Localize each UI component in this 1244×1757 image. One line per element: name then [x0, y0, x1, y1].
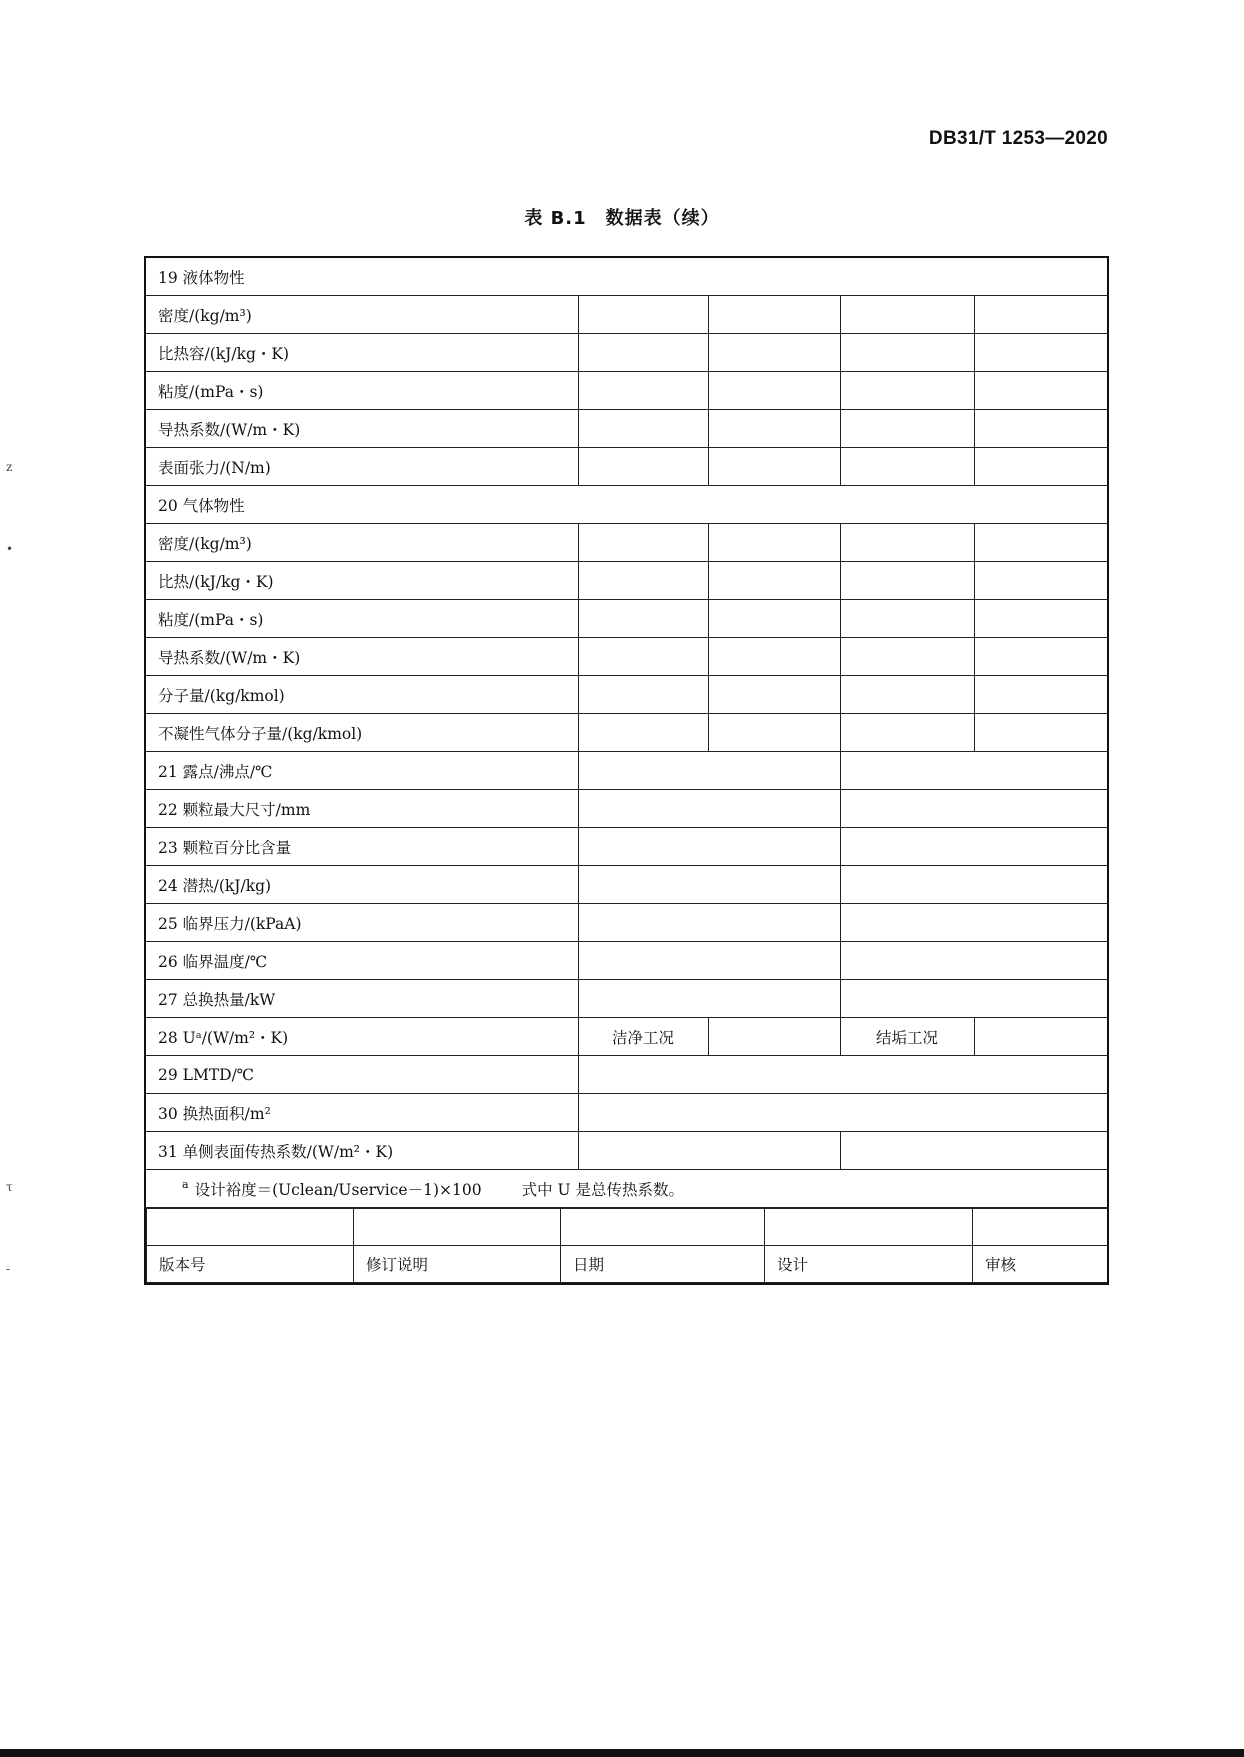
value-cell — [840, 524, 974, 562]
section-liquid-properties: 19 液体物性 — [145, 257, 1108, 296]
value-cell — [708, 714, 840, 752]
value-cell — [974, 296, 1108, 334]
value-cell — [578, 562, 708, 600]
value-cell — [840, 600, 974, 638]
table-row — [145, 1132, 1108, 1170]
table-row — [145, 486, 1108, 524]
value-cell — [578, 1132, 840, 1170]
table-row — [145, 866, 1108, 904]
value-cell — [840, 714, 974, 752]
value-cell — [974, 1018, 1108, 1056]
row-label: 30 换热面积/m² — [145, 1094, 578, 1132]
value-cell — [840, 942, 1108, 980]
signoff-header-design: 设计 — [765, 1246, 973, 1283]
table-row — [145, 752, 1108, 790]
row-label: 27 总换热量/kW — [145, 980, 578, 1018]
value-cell — [840, 1132, 1108, 1170]
value-cell — [578, 638, 708, 676]
table-row — [145, 448, 1108, 486]
row-label: 密度/(kg/m³) — [145, 296, 578, 334]
table-row — [147, 1209, 1109, 1246]
value-cell — [578, 448, 708, 486]
value-cell — [578, 410, 708, 448]
signoff-header-revision: 修订说明 — [354, 1246, 561, 1283]
value-cell — [974, 448, 1108, 486]
value-cell — [578, 980, 840, 1018]
value-cell — [840, 866, 1108, 904]
value-cell — [840, 904, 1108, 942]
margin-mark: τ — [6, 1180, 13, 1194]
clean-condition-label: 洁净工况 — [578, 1018, 708, 1056]
value-cell — [840, 980, 1108, 1018]
table-row — [145, 334, 1108, 372]
row-label: 粘度/(mPa・s) — [145, 372, 578, 410]
value-cell — [578, 296, 708, 334]
row-label: 24 潜热/(kJ/kg) — [145, 866, 578, 904]
standard-code: DB31/T 1253—2020 — [928, 128, 1108, 149]
footnote-explanation: 式中 U 是总传热系数。 — [521, 1180, 684, 1199]
value-cell — [840, 790, 1108, 828]
value-cell — [708, 448, 840, 486]
value-cell — [840, 296, 974, 334]
value-cell — [578, 1056, 1108, 1094]
signoff-cell — [765, 1209, 973, 1246]
signoff-header-review: 审核 — [973, 1246, 1109, 1283]
footnote-mark: a — [182, 1178, 189, 1192]
value-cell — [578, 714, 708, 752]
row-label: 21 露点/沸点/℃ — [145, 752, 578, 790]
row-label: 23 颗粒百分比含量 — [145, 828, 578, 866]
value-cell — [974, 638, 1108, 676]
table-row — [145, 790, 1108, 828]
value-cell — [578, 790, 840, 828]
row-label: 密度/(kg/m³) — [145, 524, 578, 562]
value-cell — [708, 676, 840, 714]
value-cell — [974, 372, 1108, 410]
value-cell — [708, 638, 840, 676]
table-row — [145, 562, 1108, 600]
signoff-header-version: 版本号 — [147, 1246, 354, 1283]
value-cell — [578, 600, 708, 638]
value-cell — [708, 562, 840, 600]
signoff-header-date: 日期 — [561, 1246, 765, 1283]
value-cell — [840, 562, 974, 600]
table-row — [147, 1246, 1109, 1283]
value-cell — [708, 600, 840, 638]
value-cell — [974, 714, 1108, 752]
value-cell — [578, 372, 708, 410]
value-cell — [840, 372, 974, 410]
value-cell — [708, 410, 840, 448]
value-cell — [974, 562, 1108, 600]
value-cell — [840, 334, 974, 372]
value-cell — [708, 296, 840, 334]
row-label: 不凝性气体分子量/(kg/kmol) — [145, 714, 578, 752]
signoff-table — [146, 1208, 1108, 1283]
signoff-cell — [147, 1209, 354, 1246]
value-cell — [840, 752, 1108, 790]
footnote — [145, 1170, 1108, 1208]
table-row — [145, 828, 1108, 866]
value-cell — [708, 372, 840, 410]
table-row — [145, 714, 1108, 752]
value-cell — [974, 410, 1108, 448]
value-cell — [578, 904, 840, 942]
value-cell — [578, 866, 840, 904]
table-row — [145, 980, 1108, 1018]
value-cell — [840, 448, 974, 486]
row-label: 分子量/(kg/kmol) — [145, 676, 578, 714]
value-cell — [578, 942, 840, 980]
value-cell — [578, 1094, 1108, 1132]
row-label: 表面张力/(N/m) — [145, 448, 578, 486]
row-label: 29 LMTD/℃ — [145, 1056, 578, 1094]
table-row — [145, 296, 1108, 334]
value-cell — [840, 828, 1108, 866]
row-label: 31 单侧表面传热系数/(W/m²・K) — [145, 1132, 578, 1170]
value-cell — [708, 524, 840, 562]
margin-mark: • — [6, 542, 14, 556]
value-cell — [840, 638, 974, 676]
value-cell — [974, 676, 1108, 714]
signoff-block — [145, 1208, 1108, 1285]
table-row — [145, 257, 1108, 296]
value-cell — [708, 334, 840, 372]
value-cell — [578, 752, 840, 790]
row-label: 导热系数/(W/m・K) — [145, 638, 578, 676]
table-row — [145, 600, 1108, 638]
row-label: 粘度/(mPa・s) — [145, 600, 578, 638]
table-row — [145, 1056, 1108, 1094]
table-row — [145, 372, 1108, 410]
footnote-formula: 设计裕度＝(Uclean/Uservice－1)×100 — [194, 1180, 482, 1199]
margin-mark: - — [6, 1262, 11, 1276]
value-cell — [974, 524, 1108, 562]
table-row — [145, 942, 1108, 980]
row-label: 26 临界温度/℃ — [145, 942, 578, 980]
table-row — [145, 904, 1108, 942]
value-cell — [578, 524, 708, 562]
signoff-cell — [973, 1209, 1109, 1246]
fouled-condition-label: 结垢工况 — [840, 1018, 974, 1056]
row-label: 25 临界压力/(kPaA) — [145, 904, 578, 942]
signoff-cell — [561, 1209, 765, 1246]
table-row — [145, 638, 1108, 676]
row-label: 28 Uᵃ/(W/m²・K) — [145, 1018, 578, 1056]
signoff-cell — [354, 1209, 561, 1246]
value-cell — [840, 676, 974, 714]
row-label: 22 颗粒最大尺寸/mm — [145, 790, 578, 828]
value-cell — [578, 334, 708, 372]
value-cell — [578, 676, 708, 714]
row-label: 导热系数/(W/m・K) — [145, 410, 578, 448]
table-row — [145, 1170, 1108, 1208]
margin-mark: z — [6, 460, 13, 474]
row-label: 比热容/(kJ/kg・K) — [145, 334, 578, 372]
value-cell — [708, 1018, 840, 1056]
section-gas-properties: 20 气体物性 — [145, 486, 1108, 524]
table-row — [145, 410, 1108, 448]
table-row — [145, 524, 1108, 562]
value-cell — [974, 334, 1108, 372]
table-row — [145, 676, 1108, 714]
data-table — [144, 256, 1109, 1285]
value-cell — [840, 410, 974, 448]
value-cell — [578, 828, 840, 866]
table-row — [145, 1094, 1108, 1132]
table-title: 表 B.1 数据表（续） — [524, 208, 720, 229]
table-row — [145, 1018, 1108, 1056]
scan-edge-bar — [0, 1749, 1244, 1757]
row-label: 比热/(kJ/kg・K) — [145, 562, 578, 600]
value-cell — [974, 600, 1108, 638]
